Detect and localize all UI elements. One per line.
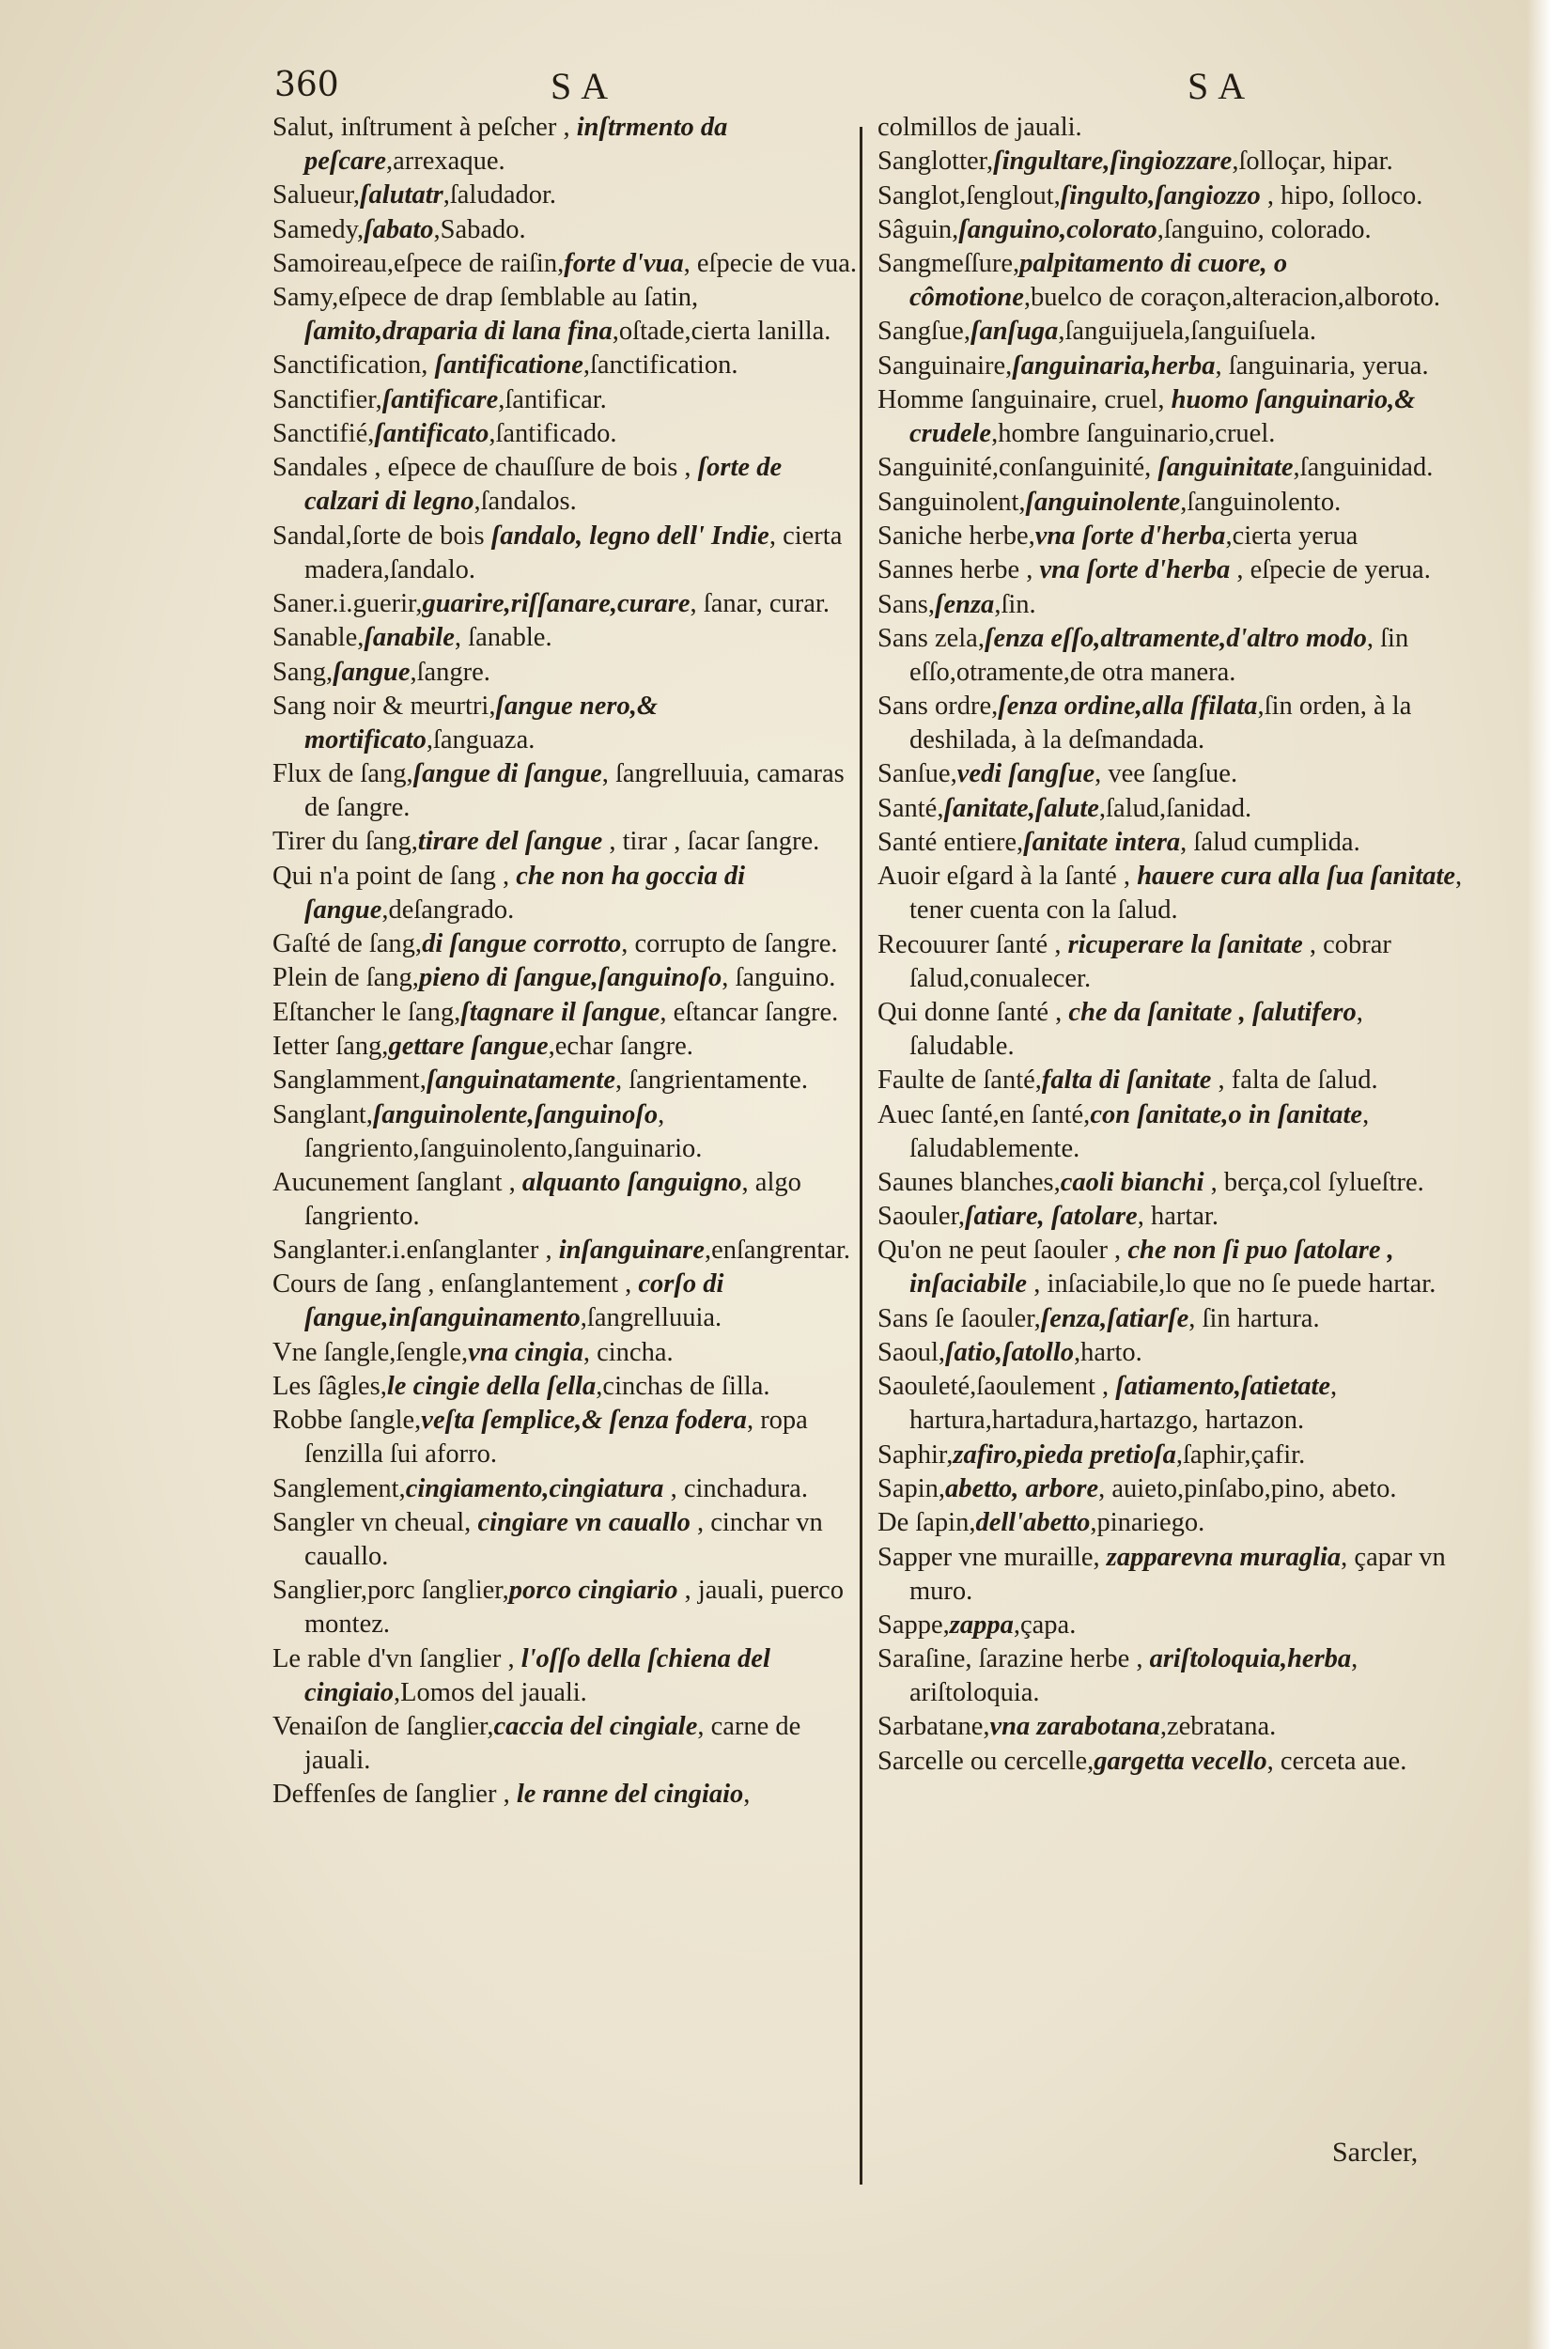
- french-headword: Sanable,: [272, 623, 365, 653]
- dictionary-entry: [877, 928, 1467, 996]
- french-headword: Sanguinaire,: [877, 350, 1013, 381]
- french-headword: Plein de ſang,: [272, 963, 419, 993]
- dictionary-entry: [877, 383, 1467, 451]
- french-headword: Sapper vne muraille,: [877, 1542, 1107, 1572]
- dictionary-entry: [272, 1404, 860, 1471]
- dictionary-entry: [877, 826, 1467, 860]
- italian-translation: huomo ſanguinario,& crudele: [909, 385, 1416, 449]
- spanish-translation: , eſtancar ſangre.: [660, 997, 839, 1027]
- french-headword: Aucunement ſanglant ,: [272, 1167, 522, 1197]
- italian-translation: forte d'vua: [564, 248, 684, 278]
- spanish-translation: , inſaciabile,lo que no ſe puede hartar.: [1027, 1269, 1436, 1299]
- dictionary-entry: [877, 553, 1467, 587]
- dictionary-entry: [877, 451, 1467, 485]
- french-headword: Gaſté de ſang,: [272, 929, 423, 959]
- spanish-translation: ,ſantificado.: [489, 419, 617, 449]
- spanish-translation: ,ſanguinidad.: [1293, 453, 1434, 483]
- dictionary-entry: [877, 1745, 1467, 1779]
- spanish-translation: ,hombre ſanguinario,cruel.: [991, 419, 1276, 449]
- dictionary-entry: [272, 1268, 860, 1335]
- italian-translation: caoli bianchi: [1060, 1167, 1204, 1197]
- dictionary-entry: [272, 927, 860, 961]
- spanish-translation: , hartura,hartadura,hartazgo, hartazon.: [909, 1372, 1338, 1436]
- spanish-translation: , eſpecie de yerua.: [1230, 555, 1431, 585]
- dictionary-entry: [877, 247, 1467, 315]
- italian-translation: ſanguinitate: [1157, 453, 1294, 483]
- french-headword: Faulte de ſanté,: [877, 1066, 1042, 1096]
- italian-translation: ſanitate intera: [1023, 828, 1181, 858]
- french-headword: Saner.i.guerir,: [272, 588, 423, 618]
- italian-translation: ſanſuga: [970, 317, 1059, 347]
- italian-translation: vna ſorte d'herba: [1034, 521, 1226, 551]
- french-headword: Sarcelle ou cercelle,: [877, 1746, 1094, 1776]
- italian-translation: pieno di ſangue,ſanguinoſo: [418, 963, 722, 993]
- spanish-translation: ,ſaludador.: [442, 180, 557, 210]
- dictionary-entry: [272, 1710, 860, 1778]
- italian-translation: ſorte de calzari di legno: [304, 453, 783, 517]
- italian-translation: vedi ſangſue: [956, 759, 1095, 789]
- running-head-left: SA: [551, 65, 618, 107]
- spanish-translation: , ariſtoloquia.: [909, 1644, 1358, 1708]
- dictionary-entry: [877, 145, 1467, 179]
- italian-translation: falta di ſanitate: [1041, 1066, 1212, 1096]
- french-headword: Sanglotter,: [877, 147, 994, 177]
- french-headword: Recouurer ſanté ,: [877, 929, 1068, 959]
- dictionary-entry: [272, 621, 860, 655]
- french-headword: Sangler vn cheual,: [272, 1507, 478, 1537]
- italian-translation: ſatio,ſatollo: [945, 1338, 1074, 1368]
- dictionary-entry: [877, 350, 1467, 383]
- french-headword: Auoir eſgard à la ſanté ,: [877, 862, 1138, 892]
- italian-translation: ſtagnare il ſangue: [460, 997, 660, 1027]
- italian-translation: le ranne del cingiaio: [516, 1780, 744, 1810]
- dictionary-entry: [272, 383, 860, 417]
- spanish-translation: , ſanable.: [454, 623, 552, 653]
- french-headword: Qui n'a point de ſang ,: [272, 861, 517, 891]
- spanish-translation: , hartar.: [1137, 1202, 1219, 1232]
- dictionary-entry: [272, 1370, 860, 1404]
- italian-translation: vna zarabotana: [989, 1712, 1160, 1742]
- italian-translation: ſanguinatamente: [426, 1066, 615, 1096]
- dictionary-entry: [272, 520, 860, 587]
- dictionary-entry: [877, 1472, 1467, 1506]
- spanish-translation: ,enſangrentar.: [704, 1236, 851, 1266]
- spanish-translation: , tirar , ſacar ſangre.: [602, 827, 820, 857]
- french-headword: Saouler,: [877, 1202, 966, 1232]
- italian-translation: ſantificato: [374, 419, 489, 449]
- spanish-translation: ,cierta yerua: [1225, 521, 1358, 551]
- spanish-translation: , ſin eſſo,otramente,de otra manera.: [909, 623, 1409, 687]
- dictionary-entry: [877, 860, 1467, 927]
- spanish-translation: , eſpecie de vua.: [683, 248, 858, 278]
- french-headword: Sang noir & meurtri,: [272, 691, 496, 721]
- french-headword: Saoul,: [877, 1338, 946, 1368]
- french-headword: Cours de ſang , enſanglantement ,: [272, 1269, 639, 1299]
- spanish-translation: , cinchar vn cauallo.: [304, 1507, 823, 1571]
- french-headword: Sanſue,: [877, 759, 957, 789]
- italian-translation: ſantificatione: [434, 350, 583, 381]
- french-headword: Sanguinolent,: [877, 487, 1026, 517]
- italian-translation: zappa: [949, 1610, 1014, 1640]
- dictionary-entry: [877, 1370, 1467, 1438]
- italian-translation: ſatiamento,ſatietate: [1115, 1372, 1331, 1402]
- spanish-translation: ,ſanguijuela,ſanguiſuela.: [1058, 317, 1317, 347]
- dictionary-entry: [877, 179, 1467, 213]
- spanish-translation: , ſangrelluuia, camaras de ſangre.: [304, 759, 845, 823]
- french-headword: Le rable d'vn ſanglier ,: [272, 1643, 521, 1673]
- french-headword: Tirer du ſang,: [272, 827, 418, 857]
- italian-translation: ſenza ordine,alla ſfilata: [998, 692, 1258, 722]
- french-headword: Saraſine, ſarazine herbe ,: [877, 1644, 1150, 1674]
- spanish-translation: ,ſangre.: [410, 657, 490, 687]
- dictionary-entry: [272, 1506, 860, 1574]
- spanish-translation: , ſaludablemente.: [909, 1099, 1370, 1163]
- spanish-translation: ,deſangrado.: [381, 894, 515, 925]
- french-headword: Sang,: [272, 657, 334, 687]
- italian-translation: tirare del ſangue: [417, 827, 603, 857]
- spanish-translation: , ſin hartura.: [1188, 1303, 1320, 1333]
- dictionary-entry: [272, 247, 860, 281]
- italian-translation: cingiare vn cauallo: [477, 1507, 691, 1537]
- italian-translation: veſta ſemplice,& ſenza fodera: [421, 1406, 747, 1436]
- french-headword: Sans ſe ſaouler,: [877, 1303, 1041, 1333]
- french-headword: Saouleté,ſaoulement ,: [877, 1372, 1116, 1402]
- italian-translation: ſalutatr: [360, 180, 443, 210]
- french-headword: Saphir,: [877, 1439, 954, 1470]
- spanish-translation: , auieto,pinſabo,pino, abeto.: [1098, 1473, 1397, 1503]
- spanish-translation: , cobrar ſalud,conualecer.: [909, 929, 1391, 993]
- spanish-translation: ,ſanctification.: [582, 350, 738, 381]
- french-headword: Sanglamment,: [272, 1066, 427, 1096]
- italian-translation: palpitamento di cuore, o cômotione: [909, 249, 1288, 313]
- dictionary-entry: [877, 1642, 1467, 1710]
- french-headword: Samy,eſpece de drap ſemblable au ſatin,: [272, 283, 699, 313]
- dictionary-entry: [272, 179, 860, 212]
- dictionary-entry: [272, 1064, 860, 1097]
- french-headword: Saunes blanches,: [877, 1167, 1061, 1197]
- dictionary-entry: [272, 825, 860, 859]
- page-edge: [1527, 0, 1568, 2349]
- spanish-translation: , berça,col ſylueſtre.: [1203, 1167, 1424, 1197]
- italian-translation: ſanguinaria,herba: [1012, 350, 1216, 381]
- french-headword: Sans ordre,: [877, 692, 999, 722]
- dictionary-entry: [877, 1541, 1467, 1609]
- right-column: [877, 111, 1467, 1779]
- french-headword: Deffenſes de ſanglier ,: [272, 1780, 517, 1810]
- italian-translation: corſo di ſangue,inſanguinamento: [304, 1269, 724, 1333]
- dictionary-entry: [272, 1030, 860, 1064]
- dictionary-entry: [272, 587, 860, 621]
- french-headword: Sanctification,: [272, 350, 435, 381]
- spanish-translation: ,echar ſangre.: [548, 1031, 693, 1061]
- italian-translation: gargetta vecello: [1094, 1746, 1267, 1776]
- french-headword: Samoireau,eſpece de raiſin,: [272, 248, 565, 278]
- italian-translation: ſabato: [364, 214, 434, 244]
- italian-translation: ſantificare: [381, 384, 499, 414]
- spanish-translation: ,ſandalos.: [474, 487, 577, 517]
- spanish-translation: ,: [743, 1780, 751, 1810]
- dictionary-entry: [272, 111, 860, 179]
- italian-translation: cingiamento,cingiatura: [405, 1473, 664, 1503]
- italian-translation: ſangue di ſangue: [412, 759, 602, 789]
- italian-translation: inſtrmento da peſcare: [304, 113, 728, 176]
- italian-translation: hauere cura alla ſua ſanitate: [1137, 862, 1456, 892]
- spanish-translation: , ropa ſenzilla ſui aforro.: [304, 1406, 808, 1470]
- spanish-translation: , cierta madera,ſandalo.: [304, 521, 843, 584]
- spanish-translation: ,cinchas de ſilla.: [596, 1372, 770, 1402]
- italian-translation: ſanguino,colorato: [958, 214, 1157, 244]
- french-headword: Samedy,: [272, 214, 365, 244]
- spanish-translation: ,ſanguino, colorado.: [1157, 214, 1372, 244]
- french-headword: Sanglot,ſenglout,: [877, 180, 1061, 210]
- french-headword: Sanguinité,conſanguinité,: [877, 453, 1158, 483]
- page-number: 360: [274, 66, 339, 104]
- italian-translation: guarire,riſſanare,curare: [422, 588, 691, 618]
- italian-translation: le cingie della ſella: [386, 1372, 597, 1402]
- spanish-translation: ,ſaphir,çafir.: [1175, 1439, 1306, 1470]
- spanish-translation: ,ſin.: [994, 589, 1036, 619]
- french-headword: Venaiſon de ſanglier,: [272, 1711, 494, 1741]
- italian-translation: vna ſorte d'herba: [1039, 555, 1231, 585]
- dictionary-entry: [272, 281, 860, 349]
- french-headword: Ietter ſang,: [272, 1031, 389, 1061]
- french-headword: Saniche herbe,: [877, 521, 1035, 551]
- dictionary-entry: [877, 1302, 1467, 1336]
- dictionary-entry: [272, 690, 860, 757]
- dictionary-entry: [272, 656, 860, 690]
- dictionary-entry: [272, 451, 860, 519]
- spanish-translation: , cerceta aue.: [1266, 1746, 1407, 1776]
- french-headword: colmillos de jauali.: [877, 113, 1082, 142]
- catchword: Sarcler,: [1332, 2137, 1419, 2168]
- french-headword: Santé,: [877, 793, 944, 823]
- dictionary-entry: [877, 486, 1467, 520]
- spanish-translation: ,ſin orden, à la deshilada, à la deſmandada.: [909, 692, 1412, 755]
- french-headword: Sandal,ſorte de bois: [272, 521, 491, 551]
- spanish-translation: , hipo, ſolloco.: [1260, 180, 1423, 210]
- dictionary-entry: [272, 1234, 860, 1268]
- dictionary-entry: [877, 1234, 1467, 1301]
- italian-translation: gettare ſangue: [388, 1031, 549, 1061]
- italian-translation: zapparevna muraglia: [1106, 1542, 1342, 1572]
- dictionary-entry: [272, 1098, 860, 1166]
- french-headword: Qu'on ne peut ſaouler ,: [877, 1236, 1128, 1266]
- dictionary-entry: [272, 757, 860, 825]
- spanish-translation: , ſangriento,ſanguinolento,ſanguinario.: [304, 1099, 703, 1163]
- dictionary-entry: [272, 860, 860, 927]
- spanish-translation: ,Sabado.: [433, 214, 526, 244]
- dictionary-entry: [877, 1064, 1467, 1097]
- italian-translation: di ſangue corrotto: [422, 929, 622, 959]
- dictionary-entry: [877, 1098, 1467, 1166]
- dictionary-entry: [877, 792, 1467, 826]
- italian-translation: ſatiare, ſatolare: [965, 1202, 1138, 1232]
- french-headword: Sanctifier,: [272, 384, 382, 414]
- dictionary-entry: [272, 1778, 860, 1812]
- italian-translation: ſanguinolente: [1025, 487, 1181, 517]
- dictionary-entry: [272, 349, 860, 382]
- italian-translation: caccia del cingiale: [493, 1711, 698, 1741]
- dictionary-entry: [877, 1439, 1467, 1472]
- dictionary-entry: [877, 1166, 1467, 1200]
- french-headword: De ſapin,: [877, 1508, 976, 1538]
- italian-translation: ariſtoloquia,herba: [1149, 1644, 1352, 1674]
- dictionary-entry: [877, 622, 1467, 690]
- dictionary-entry: [272, 1166, 860, 1234]
- spanish-translation: ,çapa.: [1013, 1610, 1077, 1640]
- spanish-translation: ,ſanguaza.: [426, 724, 536, 754]
- dictionary-entry: [272, 1472, 860, 1506]
- dictionary-entry: [272, 1642, 860, 1710]
- italian-translation: l'oſſo della ſchiena del cingiaio: [304, 1643, 770, 1707]
- french-headword: Salut, inſtrument à peſcher ,: [272, 113, 577, 142]
- italian-translation: porco cingiario: [508, 1576, 678, 1606]
- dictionary-entry: [272, 961, 860, 995]
- french-headword: Sans,: [877, 589, 935, 619]
- italian-translation: ſingulto,ſangiozzo: [1060, 180, 1261, 210]
- spanish-translation: ,buelco de coraçon,alteracion,alboroto.: [1023, 283, 1441, 313]
- french-headword: Sannes herbe ,: [877, 555, 1040, 585]
- french-headword: Auec ſanté,en ſanté,: [877, 1099, 1091, 1129]
- dictionary-entry: [877, 1200, 1467, 1234]
- spanish-translation: , ſaludable.: [909, 997, 1363, 1061]
- dictionary-entry: [272, 1574, 860, 1641]
- spanish-translation: , jauali, puerco montez.: [304, 1576, 844, 1640]
- french-headword: Sanctifié,: [272, 419, 375, 449]
- spanish-translation: ,ſangrelluuia.: [580, 1303, 722, 1333]
- dictionary-entry: [877, 1609, 1467, 1642]
- italian-translation: vna cingia: [468, 1337, 583, 1367]
- spanish-translation: , ſanguino.: [722, 963, 836, 993]
- spanish-translation: ,ſantificar.: [498, 384, 607, 414]
- italian-translation: alquanto ſanguigno: [521, 1167, 742, 1197]
- french-headword: Sarbatane,: [877, 1712, 990, 1742]
- italian-translation: ſanitate,ſalute: [943, 793, 1099, 823]
- italian-translation: ſenza eſſo,altramente,d'altro modo: [984, 623, 1367, 653]
- french-headword: Qui donne ſanté ,: [877, 997, 1069, 1027]
- spanish-translation: , ſanar, curar.: [690, 588, 830, 618]
- dictionary-entry: [877, 1506, 1467, 1540]
- dictionary-entry: [877, 520, 1467, 553]
- spanish-translation: ,ſolloçar, hipar.: [1232, 147, 1393, 177]
- italian-translation: inſanguinare: [558, 1236, 705, 1266]
- italian-translation: ſandalo, legno dell' Indie: [490, 521, 769, 551]
- italian-translation: che da ſanitate , ſalutifero: [1068, 997, 1357, 1027]
- spanish-translation: , corrupto de ſangre.: [621, 929, 838, 959]
- running-head-right: SA: [1188, 65, 1255, 107]
- column-divider: [860, 127, 862, 2185]
- italian-translation: ſamito,draparia di lana fina: [304, 317, 613, 347]
- spanish-translation: , tener cuenta con la ſalud.: [909, 862, 1463, 926]
- italian-translation: zafiro,pieda pretioſa: [953, 1439, 1176, 1470]
- spanish-translation: , algo ſangriento.: [304, 1167, 801, 1231]
- french-headword: Vne ſangle,ſengle,: [272, 1337, 469, 1367]
- spanish-translation: ,arrexaque.: [386, 147, 505, 176]
- spanish-translation: , ſangrientamente.: [614, 1066, 808, 1096]
- italian-translation: ſangue: [333, 657, 411, 687]
- french-headword: Sanglier,porc ſanglier,: [272, 1576, 509, 1606]
- italian-translation: abetto, arbore: [945, 1473, 1099, 1503]
- italian-translation: ricuperare la ſanitate: [1067, 929, 1303, 959]
- dictionary-entry: [272, 996, 860, 1030]
- left-column: [272, 111, 860, 1812]
- dictionary-entry: [877, 588, 1467, 622]
- dictionary-entry: [877, 757, 1467, 791]
- french-headword: Santé entiere,: [877, 828, 1024, 858]
- french-headword: Flux de ſang,: [272, 759, 413, 789]
- spanish-translation: ,ſalud,ſanidad.: [1098, 793, 1252, 823]
- spanish-translation: ,zebratana.: [1159, 1712, 1277, 1742]
- italian-translation: ſenza,ſatiarſe: [1040, 1303, 1189, 1333]
- french-headword: Sangſue,: [877, 317, 970, 347]
- spanish-translation: ,ſanguinolento.: [1180, 487, 1342, 517]
- dictionary-entry: [877, 690, 1467, 757]
- dictionary-entry: [272, 1336, 860, 1370]
- italian-translation: ſanabile: [364, 623, 455, 653]
- spanish-translation: , falta de ſalud.: [1211, 1066, 1378, 1096]
- italian-translation: che non ſi puo ſatolare , inſaciabile: [909, 1236, 1394, 1299]
- french-headword: Eſtancher le ſang,: [272, 997, 461, 1027]
- italian-translation: che non ha goccia di ſangue: [304, 861, 746, 925]
- italian-translation: ſanguinolente,ſanguinoſo: [372, 1099, 659, 1129]
- french-headword: Sappe,: [877, 1610, 950, 1640]
- spanish-translation: , çapar vn muro.: [909, 1542, 1446, 1606]
- dictionary-entry: [877, 315, 1467, 349]
- spanish-translation: ,pinariego.: [1090, 1508, 1205, 1538]
- italian-translation: ſingultare,ſingiozzare: [993, 147, 1233, 177]
- dictionary-entry: [877, 1710, 1467, 1744]
- dictionary-entry: [272, 417, 860, 451]
- dictionary-entry: [877, 996, 1467, 1064]
- french-headword: Sandales , eſpece de chauſſure de bois ,: [272, 453, 698, 483]
- french-headword: Sanglant,: [272, 1099, 373, 1129]
- spanish-translation: , carne de jauali.: [304, 1711, 801, 1775]
- dictionary-entry: [877, 111, 1467, 145]
- french-headword: Homme ſanguinaire, cruel,: [877, 385, 1172, 415]
- italian-translation: ſangue nero,& mortificato: [304, 691, 659, 754]
- italian-translation: dell'abetto: [975, 1508, 1091, 1538]
- french-headword: Salueur,: [272, 180, 361, 210]
- spanish-translation: ,Lomos del jauali.: [394, 1677, 587, 1707]
- italian-translation: con ſanitate,o in ſanitate: [1090, 1099, 1363, 1129]
- french-headword: Sans zela,: [877, 623, 985, 653]
- french-headword: Sanglanter.i.enſanglanter ,: [272, 1236, 559, 1266]
- spanish-translation: , cinchadura.: [663, 1473, 808, 1503]
- french-headword: Sangmeſſure,: [877, 249, 1020, 279]
- spanish-translation: , ſanguinaria, yerua.: [1215, 350, 1429, 381]
- spanish-translation: , vee ſangſue.: [1094, 759, 1238, 789]
- french-headword: Sâguin,: [877, 214, 959, 244]
- italian-translation: ſenza: [934, 589, 995, 619]
- french-headword: Les ſâgles,: [272, 1372, 387, 1402]
- dictionary-entry: [877, 213, 1467, 247]
- dictionary-entry: [877, 1336, 1467, 1370]
- dictionary-entry: [272, 213, 860, 247]
- french-headword: Sanglement,: [272, 1473, 406, 1503]
- spanish-translation: ,oſtade,cierta lanilla.: [612, 317, 831, 347]
- french-headword: Sapin,: [877, 1473, 946, 1503]
- spanish-translation: , ſalud cumplida.: [1180, 828, 1360, 858]
- french-headword: Robbe ſangle,: [272, 1406, 422, 1436]
- spanish-translation: ,harto.: [1074, 1338, 1142, 1368]
- spanish-translation: , cincha.: [582, 1337, 674, 1367]
